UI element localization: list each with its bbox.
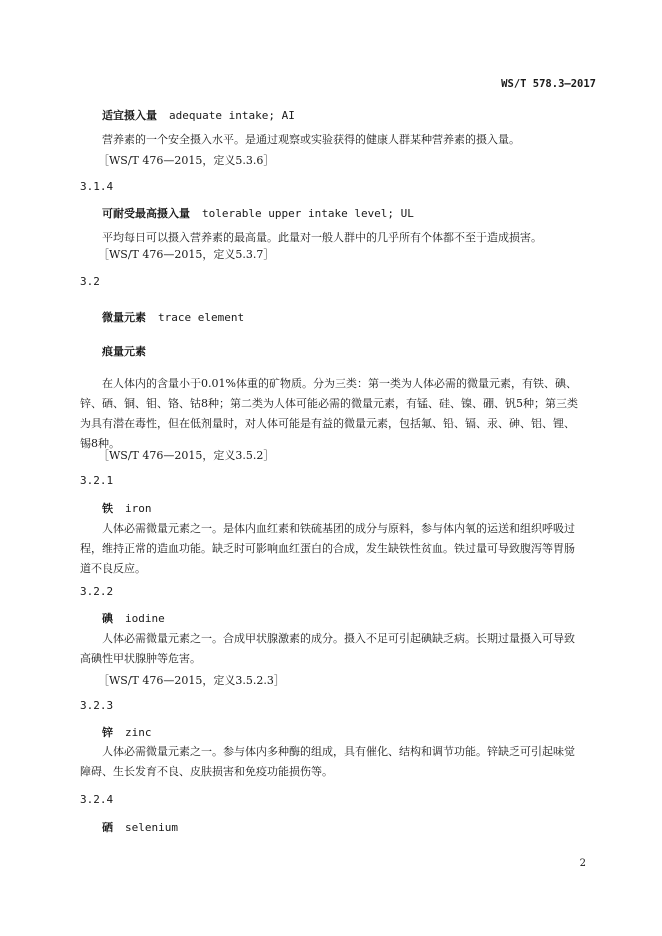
definition-line: 程，维持正常的造血功能。缺乏时可影响血红蛋白的合成，发生缺铁性贫血。铁过量可导致腹泻等胃肠 <box>80 542 575 555</box>
term-tolerable-upper-intake <box>102 205 414 221</box>
definition-line: 障碍、生长发育不良、皮肤损害和免疫功能损伤等。 <box>80 765 333 778</box>
clause-number: 3.2.3 <box>80 699 114 712</box>
term-zh: 硒 <box>102 821 113 834</box>
clause-number: 3.2.2 <box>80 585 114 598</box>
definition-line: 道不良反应。 <box>80 562 146 575</box>
page-number: 2 <box>579 858 586 869</box>
definition-line: 人体必需微量元素之一。参与体内多种酶的组成，具有催化、结构和调节功能。锌缺乏可引起味觉 <box>102 745 575 758</box>
definition-line: 高碘性甲状腺肿等危害。 <box>80 652 201 665</box>
reference: ［WS/T 476—2015，定义5.3.6］ <box>98 154 275 167</box>
term-trace-element <box>102 309 244 325</box>
term-zh: 铁 <box>102 502 113 515</box>
reference: ［WS/T 476—2015，定义3.5.2］ <box>98 449 275 462</box>
term-zinc <box>102 724 152 740</box>
term-en: zinc <box>125 726 152 739</box>
standard-number: WS/T 578.3—2017 <box>501 78 596 90</box>
definition <box>80 519 600 579</box>
clause-number: 3.1.4 <box>80 180 114 193</box>
definition-line: 人体必需微量元素之一。是体内血红素和铁硫基团的成分与原料，参与体内氧的运送和组织呼吸过 <box>102 522 575 535</box>
term-en: trace element <box>158 311 245 324</box>
definition-line: 人体必需微量元素之一。合成甲状腺激素的成分。摄入不足可引起碘缺乏病。长期过量摄入可导致 <box>102 632 575 645</box>
term-zh: 痕量元素 <box>102 345 146 358</box>
clause-number: 3.2.1 <box>80 474 114 487</box>
definition: 平均每日可以摄入营养素的最高量。此量对一般人群中的几乎所有个体都不至于造成损害。 <box>102 231 542 244</box>
definition: 营养素的一个安全摄入水平。是通过观察或实验获得的健康人群某种营养素的摄入量。 <box>102 133 520 146</box>
term-adequate-intake <box>102 107 295 123</box>
term-en: iodine <box>125 612 165 625</box>
synonym-term <box>102 343 146 359</box>
definition <box>80 629 600 669</box>
definition <box>80 742 600 782</box>
definition <box>80 374 600 454</box>
term-zh: 适宜摄入量 <box>102 109 157 122</box>
term-en: adequate intake; AI <box>169 109 295 122</box>
term-selenium <box>102 819 178 835</box>
definition-line: 锡8种。 <box>80 437 120 450</box>
term-zh: 锌 <box>102 726 113 739</box>
term-en: iron <box>125 502 152 515</box>
definition-line: 为具有潜在毒性，但在低剂量时，对人体可能是有益的微量元素，包括氟、铅、镉、汞、砷、铝、锂、 <box>80 417 575 430</box>
definition-line: 锌、硒、铜、钼、铬、钴8种；第二类为人体可能必需的微量元素，有锰、硅、镍、硼、钒5种；第三类 <box>80 397 578 410</box>
term-zh: 碘 <box>102 612 113 625</box>
term-zh: 可耐受最高摄入量 <box>102 207 190 220</box>
reference: ［WS/T 476—2015，定义3.5.2.3］ <box>98 674 285 687</box>
term-iodine <box>102 610 165 626</box>
definition-line: 在人体内的含量小于0.01%体重的矿物质。分为三类：第一类为人体必需的微量元素，有铁、碘、 <box>102 377 577 390</box>
reference: ［WS/T 476—2015，定义5.3.7］ <box>98 248 275 261</box>
term-en: tolerable upper intake level; UL <box>202 207 414 220</box>
term-en: selenium <box>125 821 178 834</box>
clause-number: 3.2 <box>80 275 100 288</box>
clause-number: 3.2.4 <box>80 793 114 806</box>
term-iron <box>102 500 152 516</box>
term-zh: 微量元素 <box>102 311 146 324</box>
